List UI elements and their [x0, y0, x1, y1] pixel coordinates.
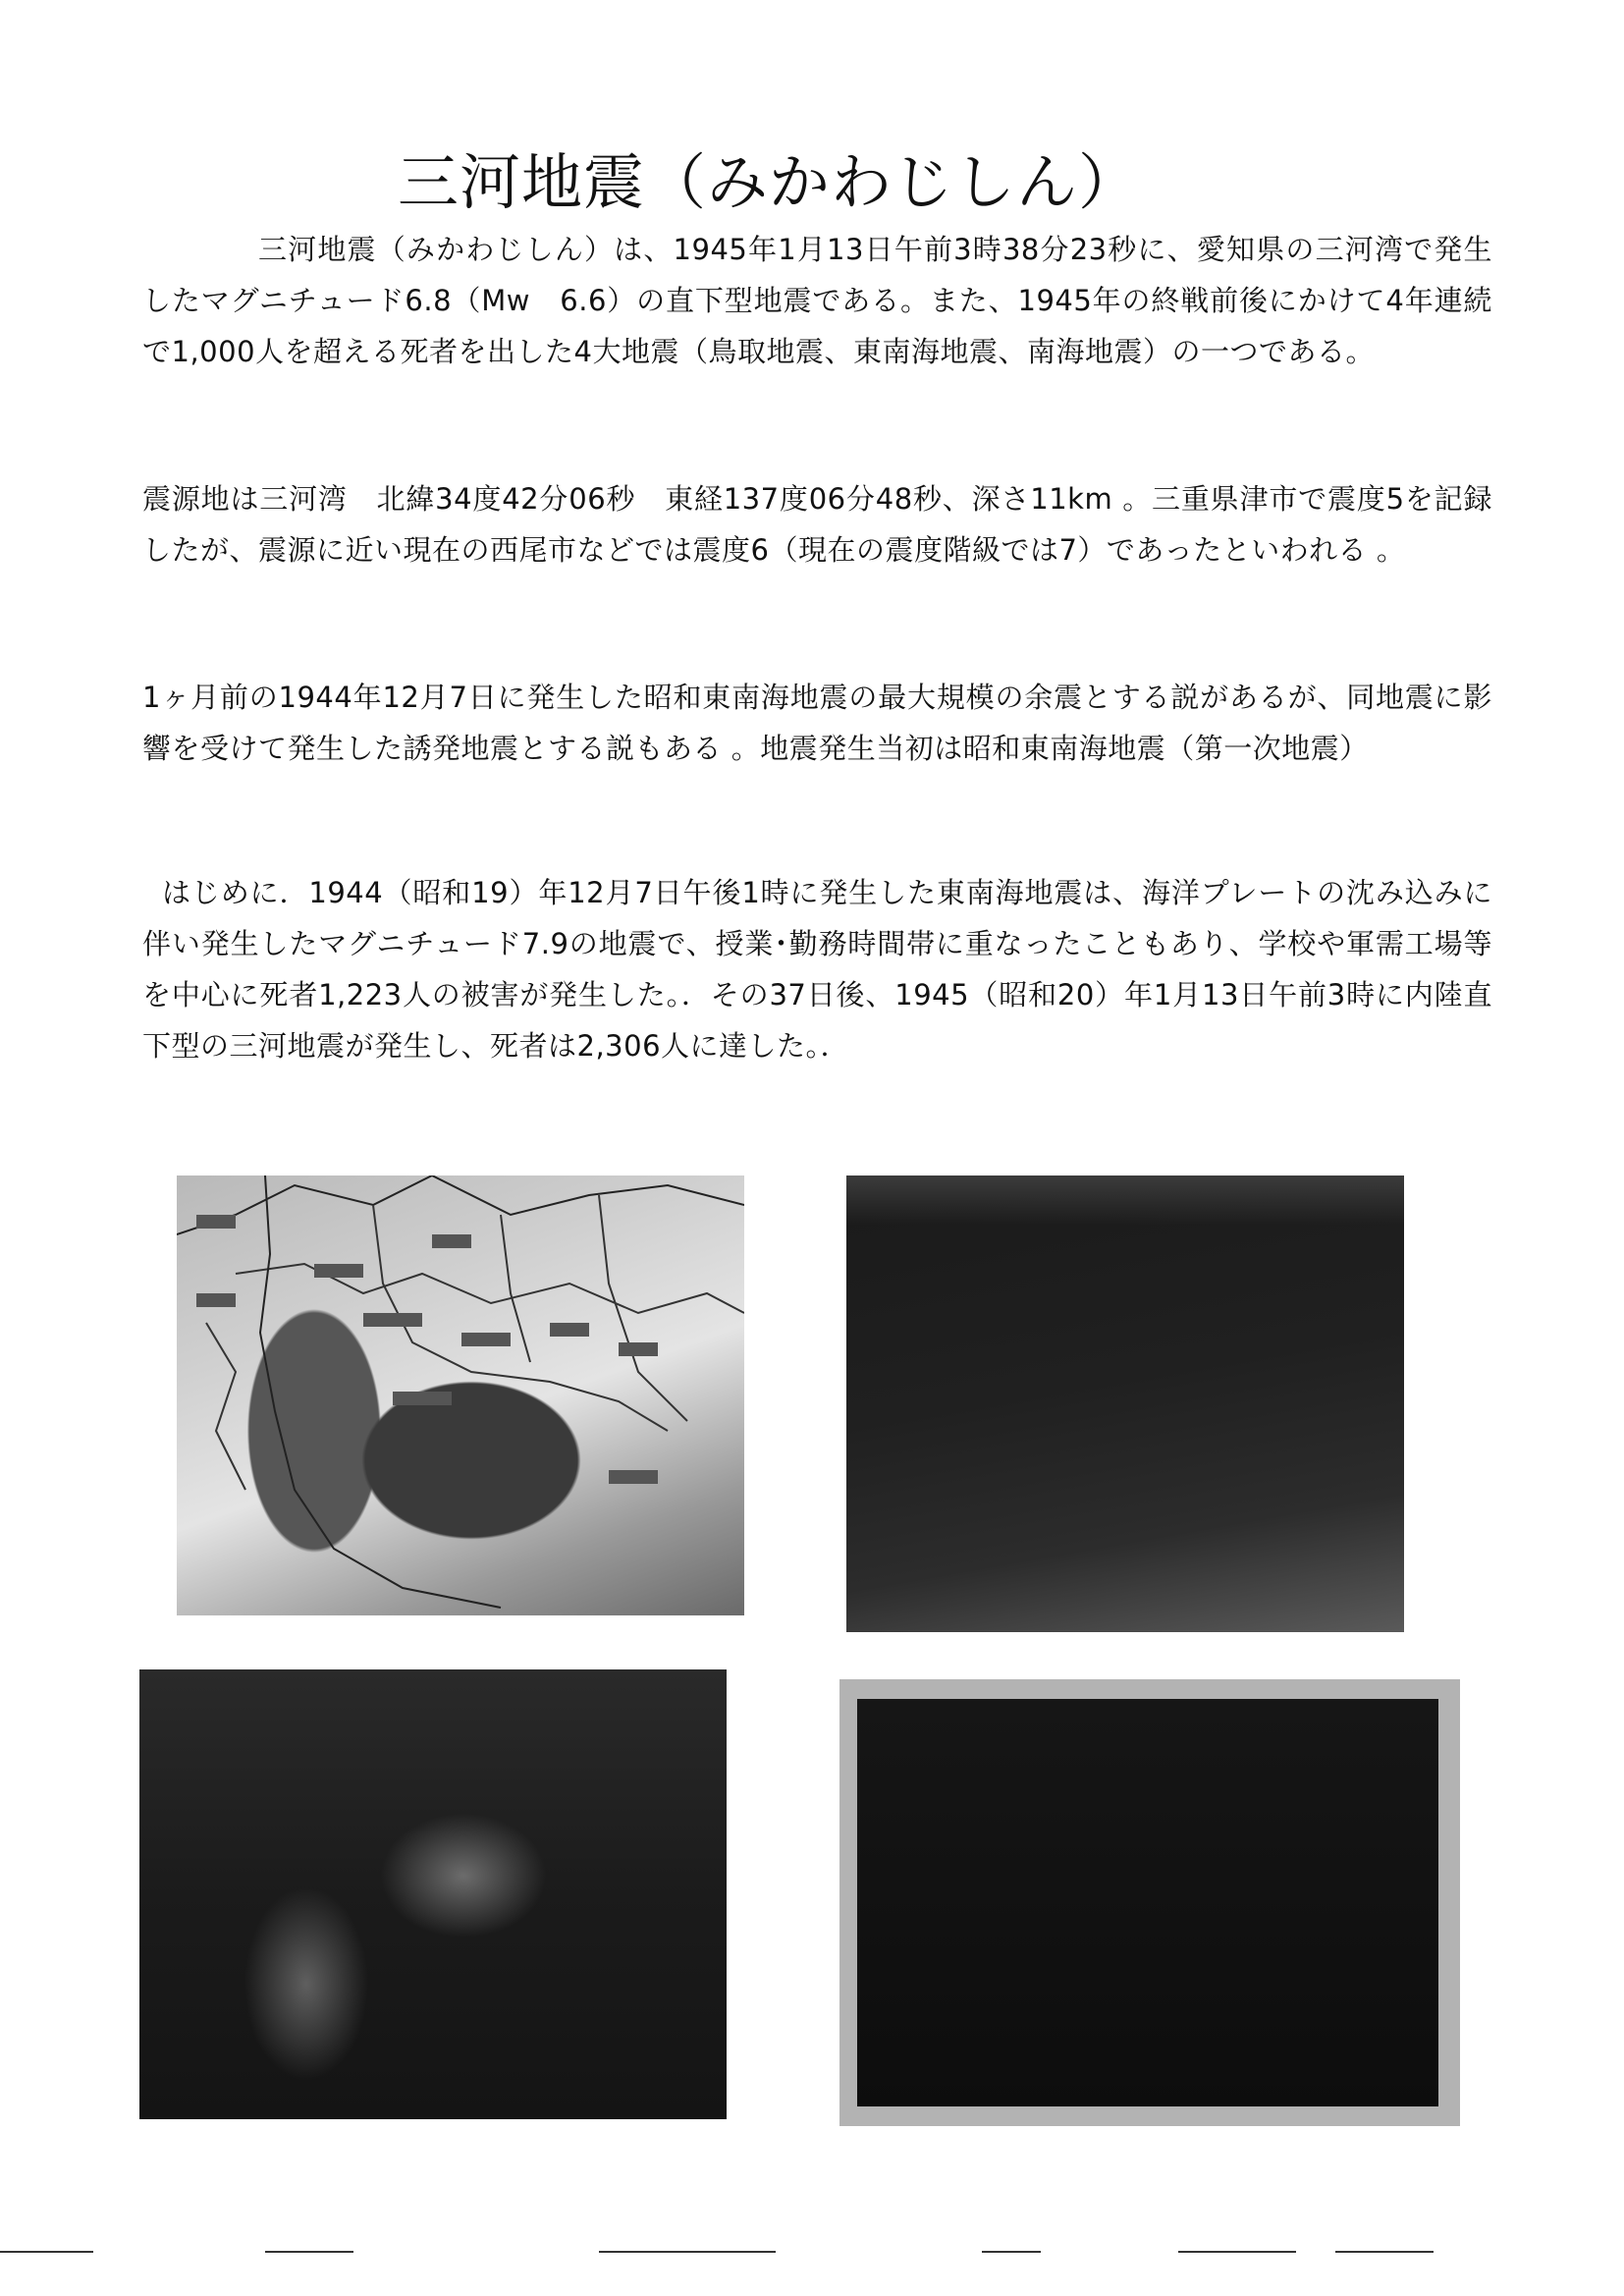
paragraph-background: はじめに．1944（昭和19）年12月7日午後1時に発生した東南海地震は、海洋プレートの沈み込みに伴い発生したマグニチュード7.9の地震で、授業･勤務時間帯に重なったこともあり、学校や軍需工場等を中心に死者1,223人の被害が発生した。．その37日後、1945（昭和20）年1月13日午前3時に内陸直下型の三河地震が発生し、死者は2,306人に達した。．	[142, 876, 1492, 1063]
figure-photo-2	[139, 1669, 727, 2119]
scan-edge-mark	[1335, 2251, 1434, 2253]
paragraph-intro: 三河地震（みかわじしん）は、1945年1月13日午前3時38分23秒に、愛知県の三河湾で発生したマグニチュード6.8（Mw 6.6）の直下型地震である。また、1945年の終戦前後にかけて4年連続で1,000人を超える死者を出した4大地震（鳥取地震、東南海地震、南海地震）の一つである。	[142, 233, 1492, 368]
figure-photo-3	[839, 1679, 1460, 2126]
scan-edge-mark	[265, 2251, 353, 2253]
scan-edge-mark	[982, 2251, 1041, 2253]
page-title: 三河地震（みかわじしん）	[398, 146, 1141, 218]
paragraph-epicenter: 震源地は三河湾 北緯34度42分06秒 東経137度06分48秒、深さ11km 。三重県津市で震度5を記録したが、震源に近い現在の西尾市などでは震度6（現在の震度階級では7）であったといわれる 。	[142, 482, 1492, 567]
figure-map	[177, 1175, 744, 1615]
map-outline-graphic	[177, 1175, 744, 1615]
scan-edge-mark	[599, 2251, 776, 2253]
paragraph-aftershock: 1ヶ月前の1944年12月7日に発生した昭和東南海地震の最大規模の余震とする説があるが、同地震に影響を受けて発生した誘発地震とする説もある 。地震発生当初は昭和東南海地震（第一次地震）	[142, 681, 1492, 765]
scan-edge-mark	[0, 2251, 93, 2253]
figure-photo-3-image	[857, 1699, 1438, 2106]
scan-edge-mark	[1178, 2251, 1296, 2253]
figure-photo-1	[846, 1175, 1404, 1632]
